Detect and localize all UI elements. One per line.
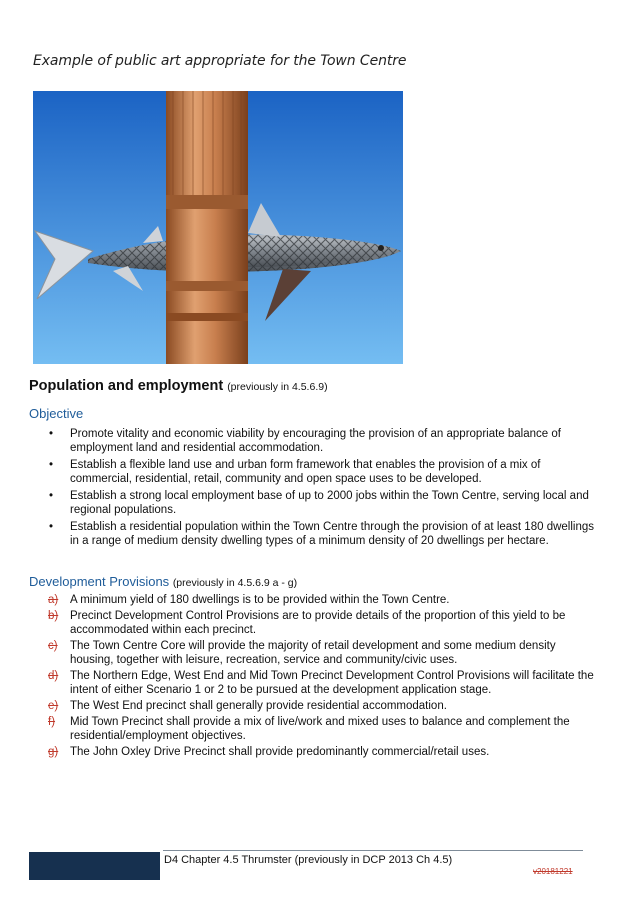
list-item: • Establish a flexible land use and urban form framework that enables the provision of a mix of commercial, residential, retail, community and open space uses to be developed.	[49, 459, 541, 485]
list-marker: c)	[48, 640, 58, 652]
list-item: d) The Northern Edge, West End and Mid Town Precinct Development Control Provisions will facilitate the intent of either Scenario 1 or 2 to be pursued at the development application stage.	[48, 670, 594, 696]
objective-list	[46, 427, 594, 551]
list-item: • Promote vitality and economic viability by encouraging the provision of an appropriate balance of employment land and residential accommodation.	[49, 428, 561, 454]
list-marker: d)	[48, 670, 59, 682]
figure-caption: Example of public art appropriate for the Town Centre	[33, 53, 407, 69]
provisions-list	[48, 593, 596, 761]
bullet-icon: •	[49, 428, 54, 440]
list-marker: g)	[48, 746, 59, 758]
objective-heading: Objective	[29, 406, 84, 421]
list-item: e) The West End precinct shall generally provide residential accommodation.	[48, 700, 447, 712]
list-item: • Establish a strong local employment base of up to 2000 jobs within the Town Centre, serving local and regional populations.	[49, 490, 589, 516]
footer-divider	[163, 850, 583, 851]
bullet-icon: •	[49, 490, 54, 502]
list-item: c) The Town Centre Core will provide the majority of retail development and some medium density housing, together with leisure, recreation, service and community/civic uses.	[48, 640, 556, 666]
list-item: g) The John Oxley Drive Precinct shall provide predominantly commercial/retail uses.	[48, 746, 490, 758]
list-marker: e)	[48, 700, 59, 712]
list-marker: a)	[48, 594, 59, 606]
list-item: • Establish a residential population within the Town Centre through the provision of at least 180 dwellings in a range of medium density dwelling types of a minimum density of 20 dwellings per hectare.	[49, 521, 594, 547]
list-item: a) A minimum yield of 180 dwellings is to be provided within the Town Centre.	[48, 594, 450, 606]
provisions-note: (previously in 4.5.6.9 a - g)	[172, 577, 298, 589]
footer-version: v20181221	[533, 867, 573, 876]
bullet-icon: •	[49, 521, 54, 533]
section-heading	[29, 378, 328, 394]
footer-chapter-text: D4 Chapter 4.5 Thrumster (previously in DCP 2013 Ch 4.5)	[164, 854, 453, 866]
list-item: b) Precinct Development Control Provisions are to provide details of the proportion of this yield to be accommodated within each precinct.	[48, 610, 566, 636]
section-title: Population and employment	[29, 378, 224, 394]
list-marker: f)	[48, 716, 56, 728]
list-item: f) Mid Town Precinct shall provide a mix of live/work and mixed uses to balance and complement the residential/employment objectives.	[48, 716, 570, 742]
provisions-title: Development Provisions	[29, 574, 170, 589]
bullet-icon: •	[49, 459, 54, 471]
list-marker: b)	[48, 610, 59, 622]
fish-sculpture-image	[33, 91, 403, 364]
public-art-photo	[33, 91, 403, 364]
section-note: (previously in 4.5.6.9)	[227, 381, 328, 393]
provisions-heading	[29, 574, 297, 589]
footer-color-block	[29, 852, 160, 880]
